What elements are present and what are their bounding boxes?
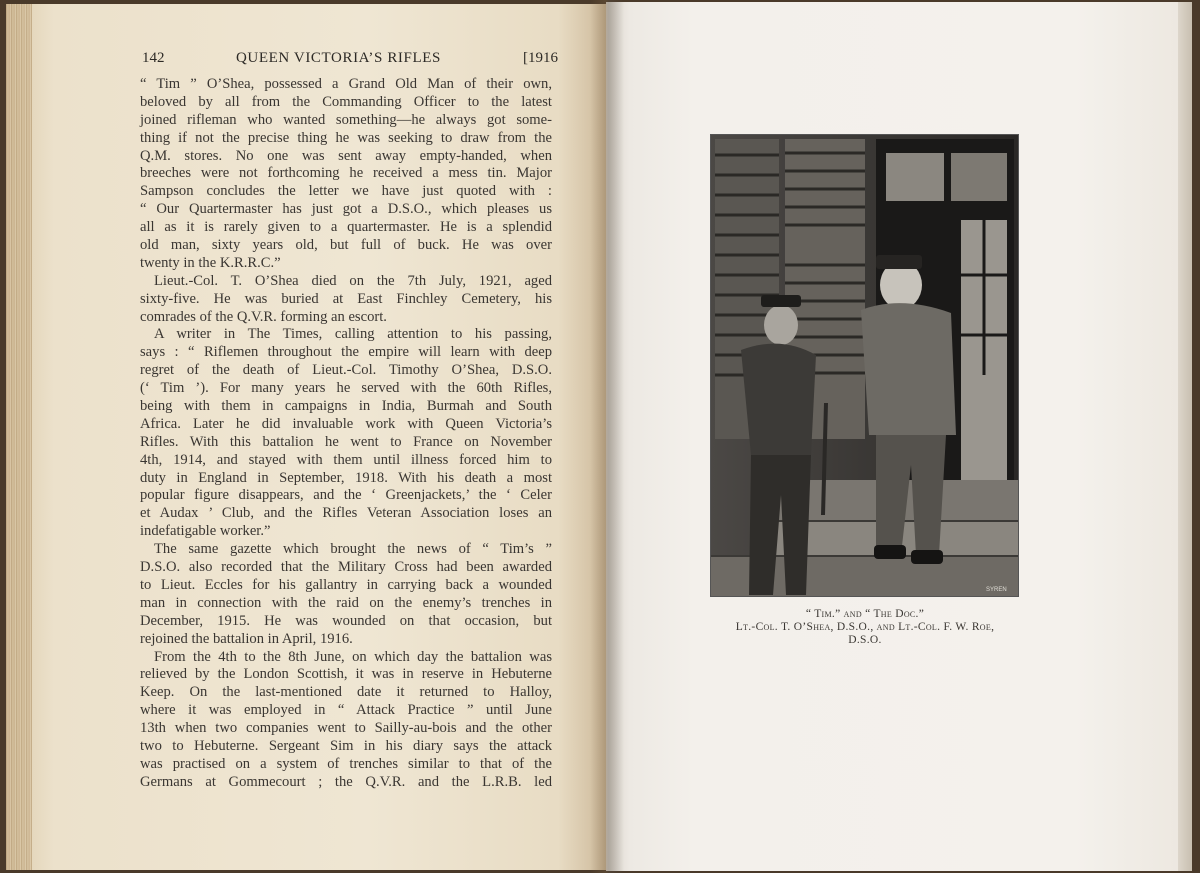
text-line: two to Hebuterne. Sergeant Sim in his diary says the attack: [140, 737, 552, 754]
page-number: 142: [142, 50, 165, 66]
text-line: December, 1915. He was wounded on that occasion, but: [140, 612, 552, 629]
text-line: breeches were not forthcoming he received a mess tin. Major: [140, 165, 552, 182]
text-line: From the 4th to the 8th June, on which day the battalion was: [154, 648, 552, 665]
text-line: thing if not the precise thing he was seeking to draw from the: [140, 129, 552, 146]
photo-caption: [700, 608, 1030, 647]
text-line: (‘ Tim ’). For many years he served with the 60th Rifles,: [140, 380, 552, 397]
text-line: says : “ Riflemen throughout the empire will learn with deep: [140, 344, 552, 361]
text-line: beloved by all from the Commanding Officer to the latest: [140, 93, 552, 110]
text-line: relieved by the London Scottish, it was in reserve in Hebuterne: [140, 666, 552, 683]
text-line: duty in England in September, 1918. With his death a most: [140, 469, 552, 486]
text-line: 13th when two companies went to Sailly-au-bois and the other: [140, 720, 552, 737]
photographer-signature: SYREN: [986, 587, 1007, 593]
text-line: The same gazette which brought the news of “ Tim’s ”: [154, 541, 552, 558]
text-line: popular figure disappears, and the ‘ Greenjackets,’ the ‘ Celer: [140, 487, 552, 504]
caption-subtitle: Lt.-Col. T. O’Shea, D.S.O., and Lt.-Col. F. W. Roe,: [735, 621, 995, 633]
text-line: “ Tim ” O’Shea, possessed a Grand Old Man of their own,: [140, 76, 552, 92]
text-line: et Audax ’ Club, and the Rifles Veteran Association loses an: [140, 505, 552, 522]
page-edges: [6, 4, 32, 870]
text-line: comrades of the Q.V.R. forming an escort.: [140, 308, 387, 325]
text-line: Q.M. stores. No one was sent away empty-handed, when: [140, 147, 552, 164]
running-title: QUEEN VICTORIA’S RIFLES: [236, 50, 441, 66]
text-line: “ Our Quartermaster has just got a D.S.O., which pleases us: [140, 201, 552, 218]
header-year: [1916: [523, 50, 558, 66]
text-line: Keep. On the last-mentioned date it returned to Halloy,: [140, 684, 552, 701]
text-line: Sampson concludes the letter we have just quoted with :: [140, 183, 552, 200]
text-line: all as it is rarely given to a quartermaster. He is a splendid: [140, 219, 552, 236]
photograph: [710, 134, 1019, 597]
text-line: rejoined the battalion in April, 1916.: [140, 630, 353, 647]
text-line: Rifles. With this battalion he went to France on November: [140, 433, 552, 450]
text-line: Africa. Later he did invaluable work with Queen Victoria’s: [140, 415, 552, 432]
text-line: was practised on a system of trenches similar to that of the: [140, 755, 552, 772]
book-gutter: [590, 0, 624, 873]
text-line: indefatigable worker.”: [140, 523, 271, 540]
text-line: regret of the death of Lieut.-Col. Timothy O’Shea, D.S.O.: [140, 362, 552, 379]
text-line: sixty-five. He was buried at East Finchley Cemetery, his: [140, 290, 552, 307]
text-line: D.S.O. also recorded that the Military Cross had been awarded: [140, 559, 552, 576]
text-line: to Lieut. Eccles for his gallantry in carrying back a wounded: [140, 576, 552, 593]
text-line: Germans at Gommecourt ; the Q.V.R. and the L.R.B. led: [140, 773, 552, 790]
text-line: A writer in The Times, calling attention to his passing,: [154, 326, 552, 343]
running-header: [140, 46, 558, 70]
text-line: old man, sixty years old, but full of buck. He was over: [140, 237, 552, 254]
text-line: Lieut.-Col. T. O’Shea died on the 7th July, 1921, aged: [154, 272, 552, 289]
text-line: joined rifleman who wanted something—he always got some-: [140, 111, 552, 128]
text-line: twenty in the K.R.R.C.”: [140, 254, 281, 271]
text-line: 4th, 1914, and stayed with them until illness forced him to: [140, 451, 552, 468]
text-line: being with them in campaigns in India, Burmah and South: [140, 398, 552, 415]
text-line: man in connection with the raid on the enemy’s trenches in: [140, 594, 552, 611]
text-line: where it was employed in “ Attack Practice ” until June: [140, 702, 552, 719]
caption-subtitle-cont: D.S.O.: [848, 634, 882, 646]
body-text: [140, 76, 552, 792]
photograph-image: [711, 135, 1018, 596]
caption-title: “ Tim.” and “ The Doc.”: [805, 608, 925, 620]
page-edge-right: [1178, 2, 1192, 871]
